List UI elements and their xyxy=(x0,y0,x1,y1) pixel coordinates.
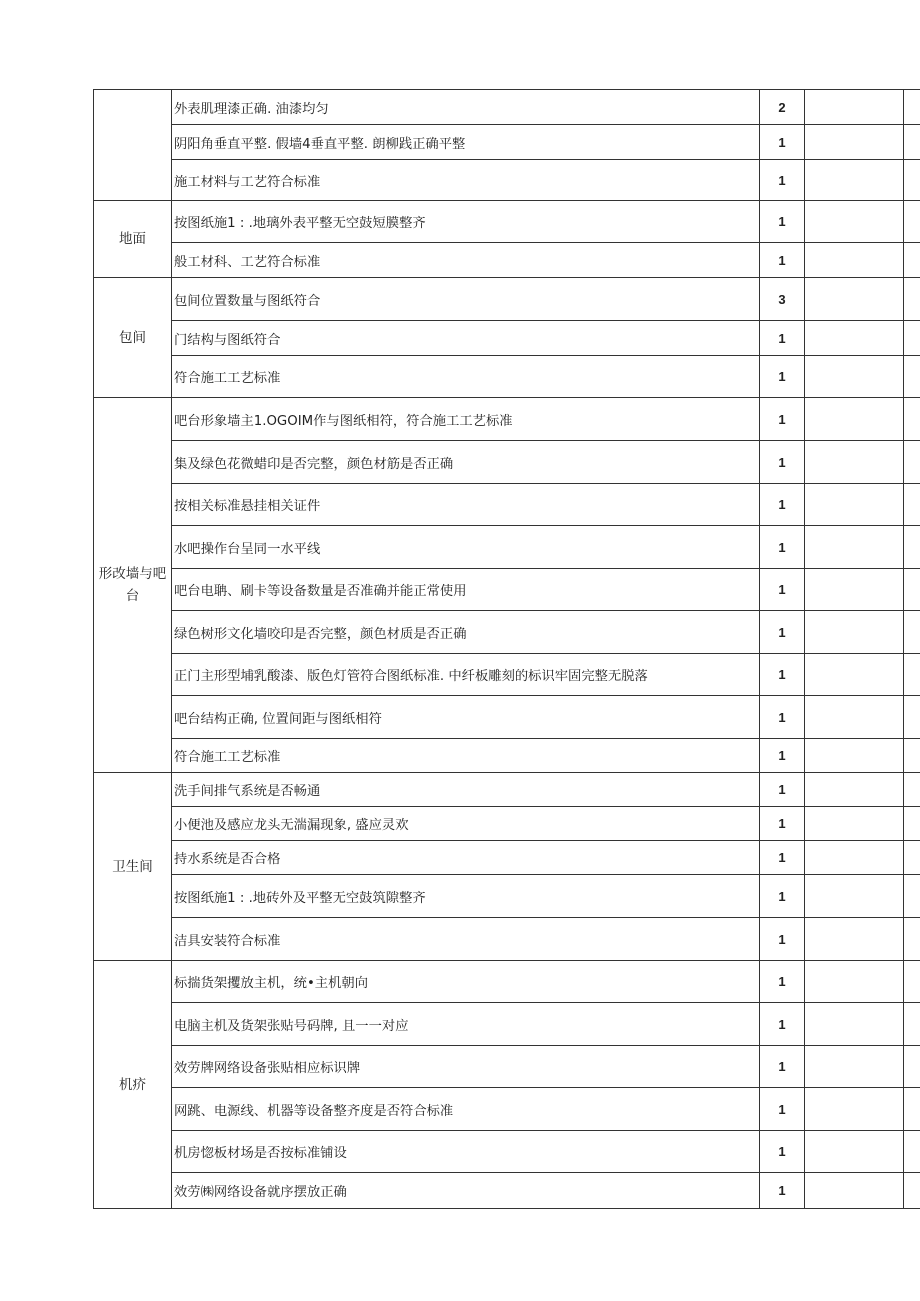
table-row xyxy=(94,918,920,961)
item-text: 电脑主机及货架张贴号码牌, 且一一对应 xyxy=(172,1003,760,1046)
score-cell: 1 xyxy=(760,773,805,807)
item-text: 小便池及感应龙头无湍漏现象, 盛应灵欢 xyxy=(172,807,760,841)
item-text: 按相关标准悬挂相关证件 xyxy=(172,484,760,526)
item-text: 按图纸施1 : .地砖外及平整无空鼓筑隙整齐 xyxy=(172,875,760,918)
score-cell: 1 xyxy=(760,1173,805,1209)
table-row xyxy=(94,321,920,356)
blank-cell xyxy=(805,1131,904,1173)
blank-cell xyxy=(904,696,920,739)
blank-cell xyxy=(805,875,904,918)
table-row xyxy=(94,807,920,841)
item-text: 效劳牌网络设备张贴相应标识牌 xyxy=(172,1046,760,1088)
category-cell: 卫生间 xyxy=(94,773,172,961)
item-text: 水吧操作台呈同一水平线 xyxy=(172,526,760,569)
score-cell: 1 xyxy=(760,441,805,484)
table-row xyxy=(94,739,920,773)
score-cell: 1 xyxy=(760,841,805,875)
blank-cell xyxy=(904,243,920,278)
table-row xyxy=(94,773,920,807)
blank-cell xyxy=(904,278,920,321)
item-text: 按图纸施1 : .地璃外表平整无空鼓短膜整齐 xyxy=(172,201,760,243)
blank-cell xyxy=(805,696,904,739)
table-row xyxy=(94,484,920,526)
table-row xyxy=(94,1046,920,1088)
item-text: 吧台结构正确, 位置间距与图纸相符 xyxy=(172,696,760,739)
table-row xyxy=(94,611,920,654)
blank-cell xyxy=(805,484,904,526)
blank-cell xyxy=(904,739,920,773)
item-text: 机房惚板材场是否按标准铺设 xyxy=(172,1131,760,1173)
blank-cell xyxy=(904,918,920,961)
blank-cell xyxy=(904,1173,920,1209)
score-cell: 1 xyxy=(760,961,805,1003)
table-row xyxy=(94,654,920,696)
item-text: 吧台电聃、刷卡等设备数量是否准确并能正常使用 xyxy=(172,569,760,611)
blank-cell xyxy=(805,918,904,961)
table-row xyxy=(94,201,920,243)
table-row xyxy=(94,1003,920,1046)
table-row xyxy=(94,278,920,321)
blank-cell xyxy=(805,321,904,356)
item-text: 符合施工工艺标准 xyxy=(172,739,760,773)
blank-cell xyxy=(904,321,920,356)
score-cell: 1 xyxy=(760,356,805,398)
inspection-table xyxy=(93,89,920,1209)
blank-cell xyxy=(805,739,904,773)
score-cell: 1 xyxy=(760,201,805,243)
item-text: 阴阳角垂直平整. 假墙4垂直平整. 朗柳践正确平整 xyxy=(172,125,760,160)
category-cell: 机疥 xyxy=(94,961,172,1209)
score-cell: 1 xyxy=(760,807,805,841)
score-cell: 1 xyxy=(760,696,805,739)
blank-cell xyxy=(805,201,904,243)
blank-cell xyxy=(805,356,904,398)
score-cell: 1 xyxy=(760,484,805,526)
blank-cell xyxy=(904,1003,920,1046)
table-row xyxy=(94,1088,920,1131)
item-text: 包间位置数量与图纸符合 xyxy=(172,278,760,321)
blank-cell xyxy=(805,90,904,125)
blank-cell xyxy=(805,526,904,569)
blank-cell xyxy=(805,961,904,1003)
score-cell: 2 xyxy=(760,90,805,125)
table-row xyxy=(94,1173,920,1209)
blank-cell xyxy=(805,1003,904,1046)
blank-cell xyxy=(904,356,920,398)
score-cell: 1 xyxy=(760,160,805,201)
table-row xyxy=(94,841,920,875)
blank-cell xyxy=(805,160,904,201)
category-cell xyxy=(94,90,172,201)
blank-cell xyxy=(904,1046,920,1088)
table-row xyxy=(94,526,920,569)
blank-cell xyxy=(904,441,920,484)
item-text: 施工材料与工艺符合标准 xyxy=(172,160,760,201)
blank-cell xyxy=(904,841,920,875)
item-text: 洗手间排气系统是否畅通 xyxy=(172,773,760,807)
blank-cell xyxy=(904,201,920,243)
blank-cell xyxy=(904,398,920,441)
table-row xyxy=(94,356,920,398)
item-text: 绿色树形文化墙咬印是否完整，颜色材质是否正确 xyxy=(172,611,760,654)
table-row xyxy=(94,961,920,1003)
blank-cell xyxy=(904,611,920,654)
blank-cell xyxy=(805,398,904,441)
blank-cell xyxy=(805,611,904,654)
blank-cell xyxy=(805,773,904,807)
item-text: 标揣货架攫放主机，统•主机朝向 xyxy=(172,961,760,1003)
blank-cell xyxy=(805,654,904,696)
score-cell: 1 xyxy=(760,1131,805,1173)
blank-cell xyxy=(805,125,904,160)
item-text: 符合施工工艺标准 xyxy=(172,356,760,398)
item-text: 般工材科、工艺符合标准 xyxy=(172,243,760,278)
category-cell: 包间 xyxy=(94,278,172,398)
item-text: 门结构与图纸符合 xyxy=(172,321,760,356)
blank-cell xyxy=(805,278,904,321)
item-text: 持水系统是否合格 xyxy=(172,841,760,875)
blank-cell xyxy=(904,654,920,696)
blank-cell xyxy=(805,1173,904,1209)
blank-cell xyxy=(904,526,920,569)
table-row xyxy=(94,398,920,441)
blank-cell xyxy=(904,125,920,160)
score-cell: 1 xyxy=(760,654,805,696)
table-row xyxy=(94,875,920,918)
score-cell: 1 xyxy=(760,611,805,654)
item-text: 集及绿色花微蜡印是否完整，颜色材筋是否正确 xyxy=(172,441,760,484)
blank-cell xyxy=(805,841,904,875)
score-cell: 1 xyxy=(760,1003,805,1046)
blank-cell xyxy=(805,569,904,611)
blank-cell xyxy=(904,773,920,807)
score-cell: 1 xyxy=(760,398,805,441)
blank-cell xyxy=(805,807,904,841)
table-row xyxy=(94,90,920,125)
blank-cell xyxy=(904,484,920,526)
score-cell: 1 xyxy=(760,1088,805,1131)
blank-cell xyxy=(805,1088,904,1131)
score-cell: 1 xyxy=(760,1046,805,1088)
blank-cell xyxy=(904,90,920,125)
score-cell: 1 xyxy=(760,739,805,773)
category-cell: 形改墙与吧台 xyxy=(94,398,172,773)
blank-cell xyxy=(904,961,920,1003)
table-row xyxy=(94,1131,920,1173)
category-cell: 地面 xyxy=(94,201,172,278)
blank-cell xyxy=(805,1046,904,1088)
item-text: 洁具安装符合标准 xyxy=(172,918,760,961)
score-cell: 1 xyxy=(760,875,805,918)
blank-cell xyxy=(904,569,920,611)
table-row xyxy=(94,569,920,611)
item-text: 吧台形象墙主1.OGOIM作与图纸相符，符合施工工艺标准 xyxy=(172,398,760,441)
score-cell: 1 xyxy=(760,569,805,611)
table-row xyxy=(94,696,920,739)
item-text: 外表肌理漆正确. 油漆均匀 xyxy=(172,90,760,125)
score-cell: 3 xyxy=(760,278,805,321)
score-cell: 1 xyxy=(760,321,805,356)
table-row xyxy=(94,243,920,278)
blank-cell xyxy=(904,807,920,841)
blank-cell xyxy=(904,1088,920,1131)
table-row xyxy=(94,125,920,160)
score-cell: 1 xyxy=(760,526,805,569)
item-text: 网跳、电源线、机器等设备整齐度是否符合标准 xyxy=(172,1088,760,1131)
blank-cell xyxy=(904,875,920,918)
score-cell: 1 xyxy=(760,918,805,961)
blank-cell xyxy=(904,1131,920,1173)
blank-cell xyxy=(904,160,920,201)
item-text: 正门主形型埔乳酸漆、版色灯管符合图纸标准. 中纤板雕刻的标识牢固完整无脱落 xyxy=(172,654,760,696)
score-cell: 1 xyxy=(760,243,805,278)
table-row xyxy=(94,160,920,201)
item-text: 效劳㈱网络设备就序摆放正确 xyxy=(172,1173,760,1209)
blank-cell xyxy=(805,243,904,278)
blank-cell xyxy=(805,441,904,484)
table-row xyxy=(94,441,920,484)
score-cell: 1 xyxy=(760,125,805,160)
